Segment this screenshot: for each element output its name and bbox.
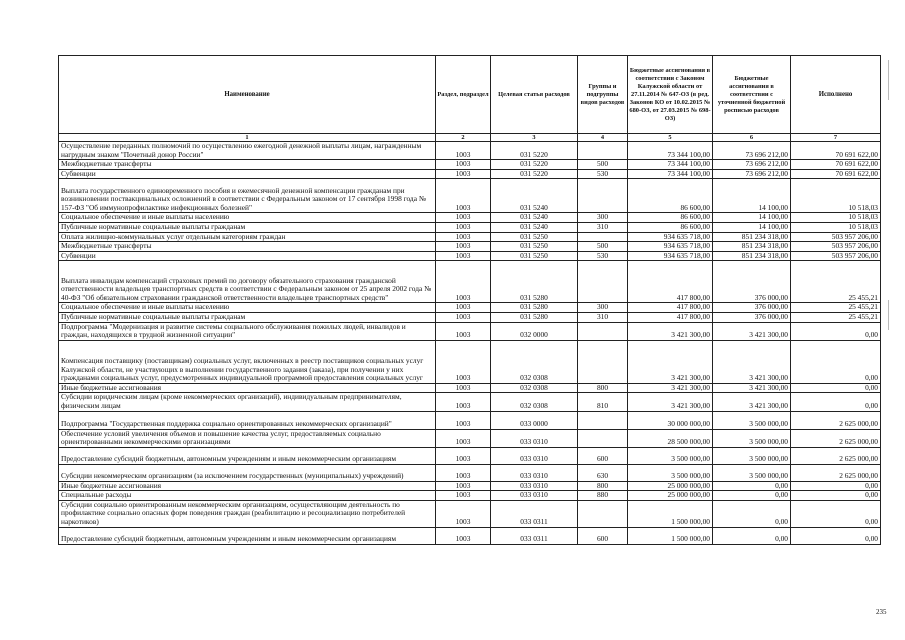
row-executed: 503 957 206,00 xyxy=(791,242,881,252)
row-article: 032 0308 xyxy=(491,383,578,393)
row-section: 1003 xyxy=(436,222,491,232)
row-executed: 10 518,03 xyxy=(791,222,881,232)
row-name: Иные бюджетные ассигнования xyxy=(59,481,436,491)
row-name: Субвенции xyxy=(59,251,436,261)
row-schedule-allocation: 3 421 300,00 xyxy=(713,383,791,393)
row-executed: 2 625 000,00 xyxy=(791,464,881,481)
row-schedule-allocation: 14 100,00 xyxy=(713,213,791,223)
column-header-group: Группы и подгруппы видов расходов xyxy=(578,56,628,134)
table-row xyxy=(59,447,881,464)
row-section: 1003 xyxy=(436,179,491,213)
row-schedule-allocation: 3 421 300,00 xyxy=(713,340,791,383)
row-section: 1003 xyxy=(436,447,491,464)
column-number: 4 xyxy=(578,134,628,142)
table-row xyxy=(59,213,881,223)
row-schedule-allocation: 0,00 xyxy=(713,500,791,527)
row-name: Предоставление субсидий бюджетным, автономным учреждениям и иным некоммерческим организациям xyxy=(59,447,436,464)
row-article: 033 0310 xyxy=(491,447,578,464)
row-section: 1003 xyxy=(436,481,491,491)
table-row xyxy=(59,222,881,232)
row-law-allocation: 1 500 000,00 xyxy=(628,500,713,527)
table-row xyxy=(59,261,881,303)
table-row xyxy=(59,393,881,411)
table-row xyxy=(59,232,881,242)
row-name: Обеспечение условий увеличения объемов и повышение качества услуг, предоставляемых социально ориентированными некоммерческими организациями xyxy=(59,429,436,447)
row-schedule-allocation: 851 234 318,00 xyxy=(713,242,791,252)
row-section: 1003 xyxy=(436,393,491,411)
row-law-allocation: 86 600,00 xyxy=(628,213,713,223)
row-group: 310 xyxy=(578,222,628,232)
table-row xyxy=(59,491,881,501)
row-law-allocation: 30 000 000,00 xyxy=(628,411,713,429)
row-group: 500 xyxy=(578,160,628,170)
row-group: 300 xyxy=(578,303,628,313)
column-header-schedule-allocations: Бюджетные ассигнования в соответствии с уточненной бюджетной росписью расходов xyxy=(713,56,791,134)
table-row xyxy=(59,142,881,160)
table-row xyxy=(59,242,881,252)
row-section: 1003 xyxy=(436,213,491,223)
row-law-allocation: 86 600,00 xyxy=(628,179,713,213)
row-section: 1003 xyxy=(436,500,491,527)
row-group: 600 xyxy=(578,527,628,544)
row-group xyxy=(578,500,628,527)
row-executed: 0,00 xyxy=(791,527,881,544)
table-row xyxy=(59,303,881,313)
row-group: 300 xyxy=(578,213,628,223)
row-section: 1003 xyxy=(436,464,491,481)
row-group: 810 xyxy=(578,393,628,411)
row-executed: 2 625 000,00 xyxy=(791,429,881,447)
row-executed: 0,00 xyxy=(791,491,881,501)
row-executed: 503 957 206,00 xyxy=(791,251,881,261)
row-law-allocation: 28 500 000,00 xyxy=(628,429,713,447)
column-header-article: Целевая статья расходов xyxy=(491,56,578,134)
row-law-allocation: 73 344 100,00 xyxy=(628,169,713,179)
column-header-executed: Исполнено xyxy=(791,56,881,134)
row-name: Публичные нормативные социальные выплаты гражданам xyxy=(59,222,436,232)
row-schedule-allocation: 3 500 000,00 xyxy=(713,447,791,464)
row-law-allocation: 73 344 100,00 xyxy=(628,160,713,170)
table-row xyxy=(59,251,881,261)
row-section: 1003 xyxy=(436,527,491,544)
row-group xyxy=(578,232,628,242)
row-schedule-allocation: 73 696 212,00 xyxy=(713,142,791,160)
column-number: 3 xyxy=(491,134,578,142)
table-row xyxy=(59,411,881,429)
column-header-section: Раздел, подраздел xyxy=(436,56,491,134)
row-law-allocation: 25 000 000,00 xyxy=(628,481,713,491)
row-schedule-allocation: 14 100,00 xyxy=(713,222,791,232)
row-law-allocation: 3 421 300,00 xyxy=(628,383,713,393)
row-article: 032 0308 xyxy=(491,393,578,411)
row-name: Социальное обеспечение и иные выплаты населению xyxy=(59,303,436,313)
row-group: 800 xyxy=(578,481,628,491)
row-name: Подпрограмма "Модернизация и развитие системы социального обслуживания пожилых людей, инвалидов и граждан, находящихся в трудной жизненной ситуации" xyxy=(59,322,436,340)
row-name: Специальные расходы xyxy=(59,491,436,501)
row-law-allocation: 1 500 000,00 xyxy=(628,527,713,544)
row-executed: 70 691 622,00 xyxy=(791,169,881,179)
row-article: 031 5250 xyxy=(491,232,578,242)
row-group: 880 xyxy=(578,491,628,501)
row-name: Субсидии юридическим лицам (кроме некоммерческих организаций), индивидуальным предпринимателям, физическим лицам xyxy=(59,393,436,411)
row-schedule-allocation: 851 234 318,00 xyxy=(713,232,791,242)
row-group: 600 xyxy=(578,447,628,464)
row-group: 530 xyxy=(578,251,628,261)
row-article: 032 0308 xyxy=(491,340,578,383)
row-executed: 70 691 622,00 xyxy=(791,160,881,170)
row-executed: 70 691 622,00 xyxy=(791,142,881,160)
row-name: Компенсация поставщику (поставщикам) социальных услуг, включенных в реестр поставщиков социальных услуг Калужской области, не участвующих в выполнении государственного задания (заказа), при получении у них гражданами социальных услуг, предусмотренных индивидуальной программой предоставления социальных услуг xyxy=(59,340,436,383)
row-article: 031 5240 xyxy=(491,179,578,213)
row-executed: 25 455,21 xyxy=(791,303,881,313)
row-law-allocation: 3 500 000,00 xyxy=(628,464,713,481)
row-schedule-allocation: 73 696 212,00 xyxy=(713,160,791,170)
table-row xyxy=(59,481,881,491)
row-name: Выплата государственного единовременного пособия и ежемесячной денежной компенсации гражданам при возникновении поствакцинальных осложнений в соответствии с Федеральным законом от 17 сентября 1998 года № 157-ФЗ "Об иммунопрофилактике инфекционных болезней" xyxy=(59,179,436,213)
row-name: Субвенции xyxy=(59,169,436,179)
budget-execution-table xyxy=(58,55,881,545)
row-schedule-allocation: 376 000,00 xyxy=(713,312,791,322)
row-name: Субсидии некоммерческим организациям (за исключением государственных (муниципальных) учреждений) xyxy=(59,464,436,481)
row-section: 1003 xyxy=(436,232,491,242)
table-row xyxy=(59,322,881,340)
row-executed: 0,00 xyxy=(791,383,881,393)
row-schedule-allocation: 0,00 xyxy=(713,527,791,544)
table-row xyxy=(59,527,881,544)
row-schedule-allocation: 3 421 300,00 xyxy=(713,393,791,411)
row-group: 500 xyxy=(578,242,628,252)
row-executed: 0,00 xyxy=(791,481,881,491)
row-law-allocation: 417 800,00 xyxy=(628,312,713,322)
table-row xyxy=(59,169,881,179)
row-schedule-allocation: 376 000,00 xyxy=(713,303,791,313)
row-schedule-allocation: 0,00 xyxy=(713,481,791,491)
row-name: Межбюджетные трансферты xyxy=(59,242,436,252)
row-section: 1003 xyxy=(436,242,491,252)
scan-edge-mark xyxy=(888,300,889,330)
row-executed: 0,00 xyxy=(791,393,881,411)
row-section: 1003 xyxy=(436,411,491,429)
row-law-allocation: 3 421 300,00 xyxy=(628,340,713,383)
row-group xyxy=(578,179,628,213)
page-number: 235 xyxy=(876,608,887,616)
row-article: 033 0310 xyxy=(491,464,578,481)
row-law-allocation: 73 344 100,00 xyxy=(628,142,713,160)
row-article: 033 0310 xyxy=(491,429,578,447)
row-group xyxy=(578,322,628,340)
column-number: 6 xyxy=(713,134,791,142)
row-article: 031 5240 xyxy=(491,213,578,223)
row-name: Осуществление переданных полномочий по осуществлению ежегодной денежной выплаты лицам, награжденным нагрудным знаком "Почетный донор России" xyxy=(59,142,436,160)
row-section: 1003 xyxy=(436,303,491,313)
row-name: Подпрограмма "Государственная поддержка социально ориентированных некоммерческих организаций" xyxy=(59,411,436,429)
header-row xyxy=(59,56,881,134)
table-row xyxy=(59,383,881,393)
row-section: 1003 xyxy=(436,491,491,501)
row-group xyxy=(578,142,628,160)
row-article: 033 0310 xyxy=(491,491,578,501)
row-section: 1003 xyxy=(436,261,491,303)
row-group: 310 xyxy=(578,312,628,322)
table-row xyxy=(59,312,881,322)
table-row xyxy=(59,500,881,527)
row-group: 800 xyxy=(578,383,628,393)
row-group xyxy=(578,261,628,303)
row-article: 031 5240 xyxy=(491,222,578,232)
column-number: 1 xyxy=(59,134,436,142)
row-article: 033 0311 xyxy=(491,500,578,527)
row-schedule-allocation: 851 234 318,00 xyxy=(713,251,791,261)
row-article: 031 5280 xyxy=(491,261,578,303)
row-name: Публичные нормативные социальные выплаты гражданам xyxy=(59,312,436,322)
row-group: 530 xyxy=(578,169,628,179)
row-executed: 10 518,03 xyxy=(791,213,881,223)
row-article: 031 5250 xyxy=(491,242,578,252)
row-law-allocation: 934 635 718,00 xyxy=(628,251,713,261)
row-law-allocation: 934 635 718,00 xyxy=(628,242,713,252)
row-section: 1003 xyxy=(436,312,491,322)
row-group: 630 xyxy=(578,464,628,481)
table-row xyxy=(59,464,881,481)
row-executed: 10 518,03 xyxy=(791,179,881,213)
row-section: 1003 xyxy=(436,142,491,160)
row-name: Социальное обеспечение и иные выплаты населению xyxy=(59,213,436,223)
row-name: Субсидии социально ориентированным некоммерческим организациям, осуществляющим деятельность по профилактике социально опасных форм поведения граждан (реабилитацию и ресоциализацию потребителей наркотиков) xyxy=(59,500,436,527)
row-executed: 0,00 xyxy=(791,500,881,527)
row-schedule-allocation: 0,00 xyxy=(713,491,791,501)
row-schedule-allocation: 376 000,00 xyxy=(713,261,791,303)
row-section: 1003 xyxy=(436,251,491,261)
column-number: 7 xyxy=(791,134,881,142)
table-row xyxy=(59,160,881,170)
row-law-allocation: 417 800,00 xyxy=(628,303,713,313)
row-law-allocation: 417 800,00 xyxy=(628,261,713,303)
row-section: 1003 xyxy=(436,160,491,170)
row-executed: 2 625 000,00 xyxy=(791,411,881,429)
row-schedule-allocation: 14 100,00 xyxy=(713,179,791,213)
row-section: 1003 xyxy=(436,340,491,383)
row-law-allocation: 934 635 718,00 xyxy=(628,232,713,242)
row-executed: 25 455,21 xyxy=(791,312,881,322)
row-article: 031 5220 xyxy=(491,160,578,170)
row-article: 031 5280 xyxy=(491,303,578,313)
row-executed: 503 957 206,00 xyxy=(791,232,881,242)
row-section: 1003 xyxy=(436,322,491,340)
row-article: 033 0000 xyxy=(491,411,578,429)
row-name: Иные бюджетные ассигнования xyxy=(59,383,436,393)
row-article: 031 5220 xyxy=(491,169,578,179)
row-section: 1003 xyxy=(436,383,491,393)
row-name: Предоставление субсидий бюджетным, автономным учреждениям и иным некоммерческим организациям xyxy=(59,527,436,544)
row-group xyxy=(578,429,628,447)
row-executed: 0,00 xyxy=(791,340,881,383)
row-section: 1003 xyxy=(436,169,491,179)
row-law-allocation: 3 421 300,00 xyxy=(628,322,713,340)
row-schedule-allocation: 3 500 000,00 xyxy=(713,411,791,429)
row-group xyxy=(578,340,628,383)
row-name: Межбюджетные трансферты xyxy=(59,160,436,170)
row-executed: 2 625 000,00 xyxy=(791,447,881,464)
row-article: 032 0000 xyxy=(491,322,578,340)
column-number: 5 xyxy=(628,134,713,142)
row-law-allocation: 86 600,00 xyxy=(628,222,713,232)
row-schedule-allocation: 3 421 300,00 xyxy=(713,322,791,340)
row-name: Оплата жилищно-коммунальных услуг отдельным категориям граждан xyxy=(59,232,436,242)
row-law-allocation: 25 000 000,00 xyxy=(628,491,713,501)
row-executed: 25 455,21 xyxy=(791,261,881,303)
column-number-row xyxy=(59,134,881,142)
column-header-name: Наименование xyxy=(59,56,436,134)
row-section: 1003 xyxy=(436,429,491,447)
column-header-law-allocations: Бюджетные ассигнования в соответствии с Законом Калужской области от 27.11.2014 № 647-ОЗ (в ред. Законов КО от 10.02.2015 № 680-ОЗ, от 27.03.2015 № 698-ОЗ) xyxy=(628,56,713,134)
table-row xyxy=(59,340,881,383)
row-article: 031 5280 xyxy=(491,312,578,322)
table-row xyxy=(59,429,881,447)
row-group xyxy=(578,411,628,429)
row-schedule-allocation: 73 696 212,00 xyxy=(713,169,791,179)
table-row xyxy=(59,179,881,213)
row-article: 033 0310 xyxy=(491,481,578,491)
row-article: 031 5220 xyxy=(491,142,578,160)
column-number: 2 xyxy=(436,134,491,142)
row-article: 031 5250 xyxy=(491,251,578,261)
row-law-allocation: 3 421 300,00 xyxy=(628,393,713,411)
scan-edge-mark xyxy=(888,60,889,100)
row-schedule-allocation: 3 500 000,00 xyxy=(713,464,791,481)
row-schedule-allocation: 3 500 000,00 xyxy=(713,429,791,447)
row-article: 033 0311 xyxy=(491,527,578,544)
row-executed: 0,00 xyxy=(791,322,881,340)
row-law-allocation: 3 500 000,00 xyxy=(628,447,713,464)
row-name: Выплата инвалидам компенсаций страховых премий по договору обязательного страхования гражданской ответственности владельцев транспортных средств в соответствии с Федеральным законом от 25 апреля 2002 года № 40-ФЗ "Об обязательном страховании гражданской ответственности владельцев транспортных средств" xyxy=(59,261,436,303)
